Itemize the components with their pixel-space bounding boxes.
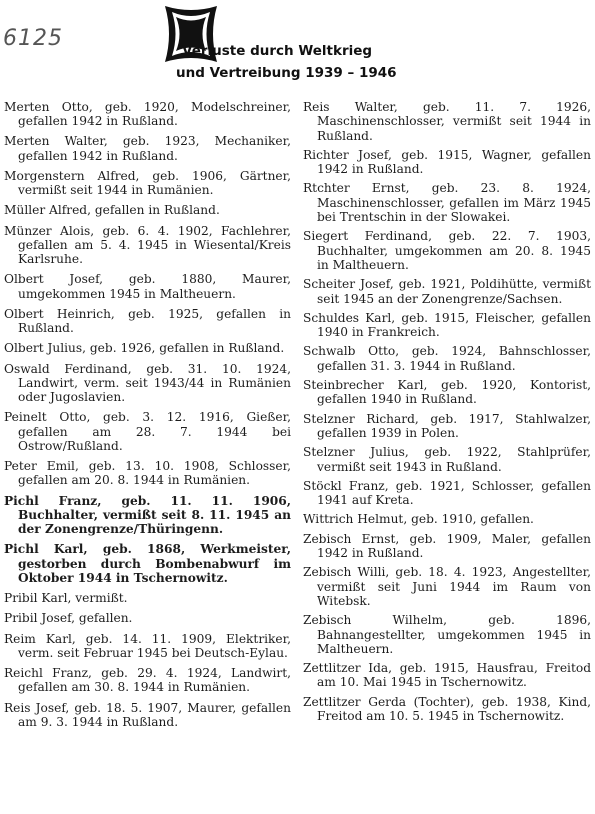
list-item: Pribil Karl, vermißt. [4,591,128,606]
list-item: Pichl Karl, geb. 1868, Werkmeister, gestorben durch Bombenabwurf im Oktober 1944 in Tschernowitz. [4,542,291,585]
list-item: Peinelt Otto, geb. 3. 12. 1916, Gießer, gefallen am 28. 7. 1944 bei Ostrow/Rußland. [4,410,291,453]
list-item: Olbert Josef, geb. 1880, Maurer, umgekommen 1945 in Maltheuern. [4,272,291,301]
list-item: Schuldes Karl, geb. 1915, Fleischer, gefallen 1940 in Frankreich. [303,310,591,340]
list-item: Merten Walter, geb. 1923, Mechaniker, gefallen 1942 in Rußland. [4,134,291,163]
list-item: Zebisch Ernst, geb. 1909, Maler, gefallen 1942 in Rußland. [303,531,591,561]
title-line-2: und Vertreibung 1939 – 1946 [176,65,397,81]
list-item: Reis Josef, geb. 18. 5. 1907, Maurer, gefallen am 9. 3. 1944 in Rußland. [4,700,291,729]
list-item: Scheiter Josef, geb. 1921, Poldihütte, vermißt seit 1945 an der Zonengrenze/Sachsen. [303,277,591,306]
list-item: Münzer Alois, geb. 6. 4. 1902, Fachlehrer, gefallen am 5. 4. 1945 in Wiesental/Kreis Karlsruhe. [4,223,291,267]
list-item: Richter Josef, geb. 1915, Wagner, gefallen 1942 in Rußland. [303,147,591,177]
list-item: Rtchter Ernst, geb. 23. 8. 1924, Maschinenschlosser, gefallen im März 1945 bei Trentschin in der Slowakei. [303,181,591,225]
list-item: Zettlitzer Ida, geb. 1915, Hausfrau, Freitod am 10. Mai 1945 in Tschernowitz. [303,661,591,690]
left-column [4,100,291,735]
list-item: Reim Karl, geb. 14. 11. 1909, Elektriker, verm. seit Februar 1945 bei Deutsch-Eylau. [4,631,291,660]
list-item: Olbert Julius, geb. 1926, gefallen in Rußland. [4,341,285,356]
list-item: Siegert Ferdinand, geb. 22. 7. 1903, Buchhalter, umgekommen am 20. 8. 1945 in Maltheuern. [303,229,591,272]
list-item: Zebisch Wilhelm, geb. 1896, Bahnangestellter, umgekommen 1945 in Maltheuern. [303,613,591,656]
list-item: Pribil Josef, gefallen. [4,611,133,626]
list-item: Müller Alfred, gefallen in Rußland. [4,203,220,218]
list-item: Wittrich Helmut, geb. 1910, gefallen. [303,512,534,527]
title-line-1: Verluste durch Weltkrieg [182,43,373,59]
list-item: Stelzner Richard, geb. 1917, Stahlwalzer, gefallen 1939 in Polen. [303,411,591,440]
list-item: Oswald Ferdinand, geb. 31. 10. 1924, Landwirt, verm. seit 1943/44 in Rumänien oder Jugoslavien. [4,361,291,405]
handwritten-number: 6125 [3,26,63,51]
list-item: Peter Emil, geb. 13. 10. 1908, Schlosser, gefallen am 20. 8. 1944 in Rumänien. [4,459,291,488]
list-item: Reis Walter, geb. 11. 7. 1926, Maschinenschlosser, vermißt seit 1944 in Rußland. [303,100,591,143]
list-item: Zettlitzer Gerda (Tochter), geb. 1938, Kind, Freitod am 10. 5. 1945 in Tschernowitz. [303,694,591,723]
list-item: Stöckl Franz, geb. 1921, Schlosser, gefallen 1941 auf Kreta. [303,478,591,508]
list-item: Merten Otto, geb. 1920, Modelschreiner, gefallen 1942 in Rußland. [4,100,291,129]
list-item: Reichl Franz, geb. 29. 4. 1924, Landwirt, gefallen am 30. 8. 1944 in Rumänien. [4,666,291,695]
list-item: Pichl Franz, geb. 11. 11. 1906, Buchhalter, vermißt seit 8. 11. 1945 an der Zonengrenze/Thüringenn. [4,493,291,537]
list-item: Schwalb Otto, geb. 1924, Bahnschlosser, gefallen 31. 3. 1944 in Rußland. [303,344,591,373]
list-item: Olbert Heinrich, geb. 1925, gefallen in Rußland. [4,306,291,336]
list-item: Morgenstern Alfred, geb. 1906, Gärtner, vermißt seit 1944 in Rumänien. [4,168,291,198]
right-column [303,100,591,728]
list-item: Stelzner Julius, geb. 1922, Stahlprüfer, vermißt seit 1943 in Rußland. [303,445,591,474]
list-item: Zebisch Willi, geb. 18. 4. 1923, Angestellter, vermißt seit Juni 1944 im Raum von Witebsk. [303,565,591,608]
page-title [176,40,397,84]
list-item: Steinbrecher Karl, geb. 1920, Kontorist, gefallen 1940 in Rußland. [303,378,591,407]
